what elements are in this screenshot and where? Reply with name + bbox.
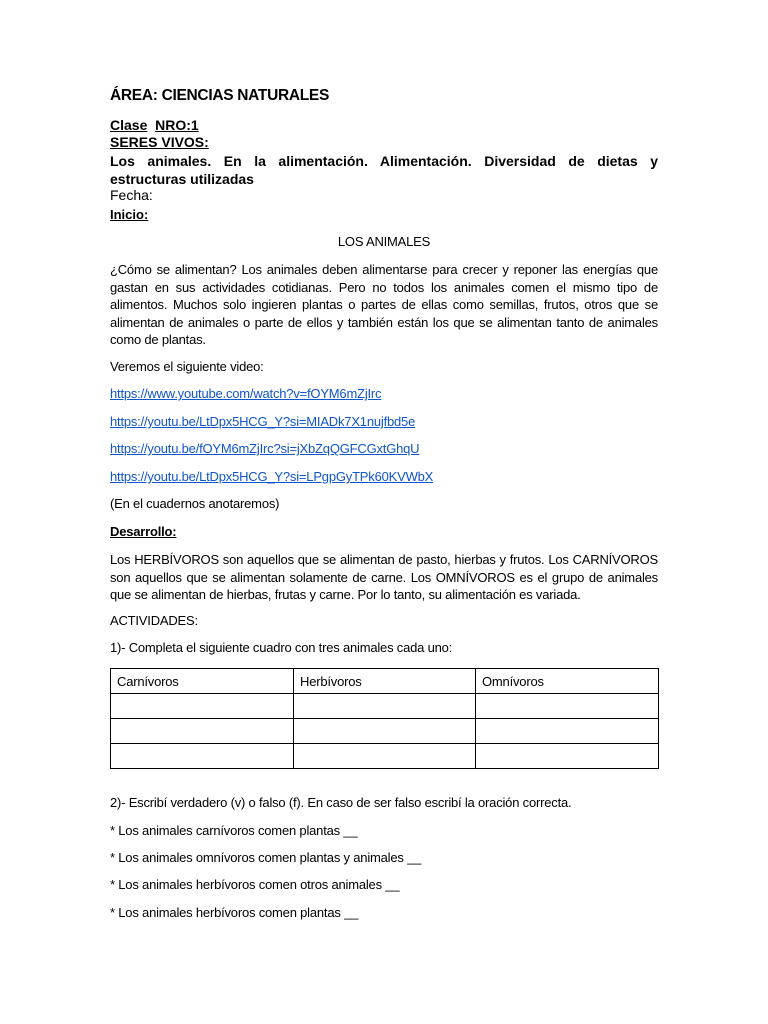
activities-heading: ACTIVIDADES: <box>110 613 198 628</box>
table-row <box>111 744 659 769</box>
development-heading: Desarrollo: <box>110 524 177 539</box>
table-cell[interactable] <box>111 694 294 719</box>
video-link-4[interactable]: https://youtu.be/LtDpx5HCG_Y?si=LPgpGyTPk60KVWbX <box>110 469 434 484</box>
table-cell[interactable] <box>111 719 294 744</box>
class-word: Clase <box>110 117 148 133</box>
header-herbivoros: Herbívoros <box>294 669 476 694</box>
table-cell[interactable] <box>294 719 476 744</box>
table-cell[interactable] <box>111 744 294 769</box>
video-intro: Veremos el siguiente video: <box>110 359 264 374</box>
intro-paragraph: ¿Cómo se alimentan? Los animales deben alimentarse para crecer y reponer las energías que gastan en sus actividades cotidianas. Pero no todos los animales comen el mismo tipo de alimentos. Muchos solo ingieren plantas o partes de ellas como semillas, frutos, otros que se alimentan de animales o parte de ellos y también están los que se alimentan tanto de animales como de plantas. <box>110 262 658 348</box>
header-omnivoros: Omnívoros <box>476 669 659 694</box>
statement-4: * Los animales herbívoros comen plantas __ <box>110 905 359 920</box>
table-cell[interactable] <box>294 744 476 769</box>
statement-1: * Los animales carnívoros comen plantas __ <box>110 823 358 838</box>
table-row <box>111 694 659 719</box>
class-nro: NRO:1 <box>155 117 199 133</box>
statement-2: * Los animales omnívoros comen plantas y animales __ <box>110 850 422 865</box>
lesson-subject: Los animales. En la alimentación. Alimentación. Diversidad de dietas y estructuras utilizadas <box>110 153 658 187</box>
activity-1-instruction: 1)- Completa el siguiente cuadro con tres animales cada uno: <box>110 640 453 655</box>
notebook-note: (En el cuadernos anotaremos) <box>110 496 280 511</box>
class-number <box>110 117 199 133</box>
table-cell[interactable] <box>476 719 659 744</box>
date-label: Fecha: <box>110 187 153 203</box>
video-link-3[interactable]: https://youtu.be/fOYM6mZjIrc?si=jXbZqQGFCGxtGhqU <box>110 441 420 456</box>
table-cell[interactable] <box>476 744 659 769</box>
video-link-2[interactable]: https://youtu.be/LtDpx5HCG_Y?si=MIADk7X1nujfbd5e <box>110 414 416 429</box>
table-row <box>111 719 659 744</box>
topic-heading: SERES VIVOS: <box>110 134 209 150</box>
section-title: LOS ANIMALES <box>337 234 431 249</box>
table-cell[interactable] <box>476 694 659 719</box>
video-link-1[interactable]: https://www.youtube.com/watch?v=fOYM6mZjIrc <box>110 386 382 401</box>
statement-3: * Los animales herbívoros comen otros animales __ <box>110 877 400 892</box>
development-paragraph: Los HERBÍVOROS son aquellos que se alimentan de pasto, hierbas y frutos. Los CARNÍVOROS son aquellos que se alimentan solamente de carne. Los OMNÍVOROS es el grupo de animales que se alimentan de hierbas, frutas y carne. Por lo tanto, su alimentación es variada. <box>110 552 658 603</box>
area-title: ÁREA: CIENCIAS NATURALES <box>110 87 329 104</box>
start-heading: Inicio: <box>110 207 149 222</box>
table-cell[interactable] <box>294 694 476 719</box>
header-carnivoros: Carnívoros <box>111 669 294 694</box>
animal-classification-table <box>110 668 659 769</box>
activity-2-instruction: 2)- Escribí verdadero (v) o falso (f). En caso de ser falso escribí la oración correcta. <box>110 795 572 810</box>
table-header-row <box>111 669 659 694</box>
